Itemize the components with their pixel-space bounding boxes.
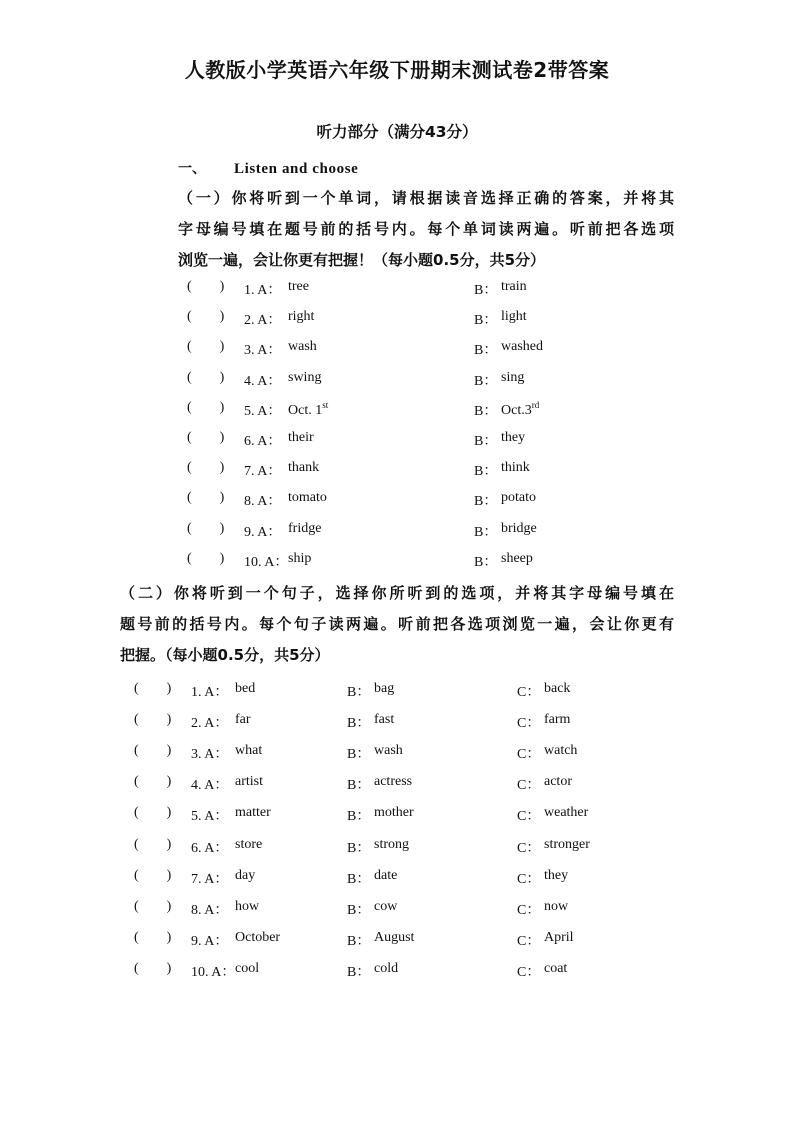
option-c: stronger bbox=[544, 836, 590, 852]
option-b: light bbox=[501, 309, 527, 325]
option-b: wash bbox=[374, 743, 403, 759]
instruction-line: 把握。（每小题0.5分，共5分） bbox=[120, 646, 330, 664]
answer-bracket[interactable]: ( ) bbox=[134, 836, 172, 852]
part1-instructions bbox=[178, 183, 674, 276]
option-a: far bbox=[235, 712, 251, 728]
answer-bracket[interactable]: ( ) bbox=[187, 430, 225, 445]
option-a: their bbox=[288, 430, 314, 445]
option-c: now bbox=[544, 898, 569, 914]
option-b: strong bbox=[374, 836, 409, 852]
option-b: actress bbox=[374, 774, 413, 790]
option-b-text: Oct.3 bbox=[501, 402, 532, 418]
section-number: 一、 bbox=[178, 161, 206, 177]
option-b-label: B： bbox=[474, 283, 498, 298]
option-b-label: B： bbox=[474, 434, 498, 449]
option-a: ship bbox=[288, 550, 312, 566]
option-b-label: B： bbox=[474, 403, 498, 419]
question-number: 1. A： bbox=[244, 283, 282, 298]
option-b: they bbox=[501, 430, 526, 445]
question-number: 2. A： bbox=[191, 716, 229, 732]
question-number: 10. A： bbox=[191, 964, 236, 980]
answer-bracket[interactable]: ( ) bbox=[187, 339, 225, 355]
answer-bracket[interactable]: ( ) bbox=[187, 369, 225, 385]
answer-bracket[interactable]: ( ) bbox=[134, 774, 172, 790]
option-a: what bbox=[235, 743, 263, 759]
question-number: 1. A： bbox=[191, 685, 229, 700]
instruction-line: 题号前的括号内。每个句子读两遍。听前把各选项浏览一遍，会让你更有 bbox=[120, 615, 674, 633]
answer-bracket[interactable]: ( ) bbox=[187, 399, 225, 415]
option-b-label: B： bbox=[347, 685, 371, 700]
question-number: 3. A： bbox=[244, 343, 282, 359]
option-c: weather bbox=[544, 805, 589, 821]
question-number: 6. A： bbox=[191, 840, 229, 856]
question-number: 9. A： bbox=[244, 524, 282, 540]
option-b-label: B： bbox=[347, 902, 371, 918]
option-a: swing bbox=[288, 369, 322, 385]
option-c: actor bbox=[544, 774, 572, 790]
option-b: cold bbox=[374, 960, 399, 976]
option-a bbox=[288, 400, 328, 419]
question-number: 8. A： bbox=[244, 494, 282, 510]
section-title: Listen and choose bbox=[234, 161, 359, 177]
option-b: date bbox=[374, 867, 398, 883]
answer-bracket[interactable]: ( ) bbox=[187, 309, 225, 325]
option-b: bag bbox=[374, 681, 395, 696]
option-c-label: C： bbox=[517, 716, 541, 732]
option-b-label: B： bbox=[347, 778, 371, 794]
question-number: 5. A： bbox=[244, 403, 282, 419]
option-b: train bbox=[501, 279, 527, 294]
option-c-label: C： bbox=[517, 840, 541, 856]
answer-bracket[interactable]: ( ) bbox=[134, 898, 172, 914]
question-number: 10. A： bbox=[244, 554, 289, 570]
option-c: back bbox=[544, 681, 571, 696]
option-c: farm bbox=[544, 712, 571, 728]
answer-bracket[interactable]: ( ) bbox=[134, 681, 172, 696]
option-c-label: C： bbox=[517, 902, 541, 918]
option-b: cow bbox=[374, 898, 398, 914]
answer-bracket[interactable]: ( ) bbox=[134, 960, 172, 976]
option-b bbox=[501, 400, 539, 419]
section-heading bbox=[178, 158, 358, 178]
option-c-label: C： bbox=[517, 871, 541, 887]
option-a: matter bbox=[235, 805, 271, 821]
option-b-label: B： bbox=[474, 343, 498, 359]
option-a: day bbox=[235, 867, 256, 883]
option-b-label: B： bbox=[347, 933, 371, 949]
superscript: st bbox=[322, 399, 329, 410]
option-c: coat bbox=[544, 960, 568, 976]
answer-bracket[interactable]: ( ) bbox=[134, 805, 172, 821]
option-b: sing bbox=[501, 369, 525, 385]
option-a: store bbox=[235, 836, 263, 852]
question-number: 9. A： bbox=[191, 933, 229, 949]
option-b: fast bbox=[374, 712, 395, 728]
option-b: washed bbox=[501, 339, 543, 355]
part2-instructions bbox=[120, 578, 674, 671]
question-number: 3. A： bbox=[191, 747, 229, 763]
option-b-label: B： bbox=[474, 464, 498, 480]
option-c-label: C： bbox=[517, 685, 541, 700]
answer-bracket[interactable]: ( ) bbox=[134, 712, 172, 728]
option-b: think bbox=[501, 460, 530, 476]
option-c: April bbox=[544, 929, 574, 945]
option-b: potato bbox=[501, 490, 536, 506]
answer-bracket[interactable]: ( ) bbox=[187, 550, 225, 566]
answer-bracket[interactable]: ( ) bbox=[134, 929, 172, 945]
option-c-label: C： bbox=[517, 778, 541, 794]
answer-bracket[interactable]: ( ) bbox=[187, 490, 225, 506]
option-a: tomato bbox=[288, 490, 327, 506]
instruction-line: （二）你将听到一个句子，选择你所听到的选项，并将其字母编号填在 bbox=[120, 584, 674, 602]
option-c: watch bbox=[544, 743, 578, 759]
option-b: mother bbox=[374, 805, 414, 821]
option-b: bridge bbox=[501, 520, 537, 536]
option-b-label: B： bbox=[474, 554, 498, 570]
option-a: artist bbox=[235, 774, 263, 790]
option-a: thank bbox=[288, 460, 320, 476]
option-a-text: Oct. 1 bbox=[288, 402, 323, 418]
document-title: 人教版小学英语六年级下册期末测试卷2带答案 bbox=[184, 58, 610, 82]
option-b-label: B： bbox=[347, 716, 371, 732]
question-number: 7. A： bbox=[191, 871, 229, 887]
option-a: how bbox=[235, 898, 260, 914]
option-c-label: C： bbox=[517, 747, 541, 763]
option-c-label: C： bbox=[517, 809, 541, 825]
option-b-label: B： bbox=[474, 524, 498, 540]
option-b-label: B： bbox=[347, 747, 371, 763]
option-b-label: B： bbox=[347, 809, 371, 825]
option-b: August bbox=[374, 929, 415, 945]
option-b-label: B： bbox=[474, 373, 498, 389]
instruction-line: （一）你将听到一个单词，请根据读音选择正确的答案，并将其 bbox=[178, 189, 674, 207]
answer-bracket[interactable]: ( ) bbox=[187, 460, 225, 476]
option-b-label: B： bbox=[347, 964, 371, 980]
option-a: October bbox=[235, 929, 281, 945]
option-a: wash bbox=[288, 339, 317, 355]
option-b-label: B： bbox=[347, 871, 371, 887]
option-c-label: C： bbox=[517, 933, 541, 949]
option-c-label: C： bbox=[517, 964, 541, 980]
option-a: tree bbox=[288, 279, 309, 294]
option-a: bed bbox=[235, 681, 256, 696]
option-a: cool bbox=[235, 960, 260, 976]
question-number: 5. A： bbox=[191, 809, 229, 825]
option-b: sheep bbox=[501, 550, 533, 566]
answer-bracket[interactable]: ( ) bbox=[134, 867, 172, 883]
superscript: rd bbox=[531, 399, 540, 410]
instruction-line: 浏览一遍，会让你更有把握！（每小题0.5分，共5分） bbox=[178, 251, 546, 269]
question-number: 7. A： bbox=[244, 464, 282, 480]
instruction-line: 字母编号填在题号前的括号内。每个单词读两遍。听前把各选项 bbox=[178, 220, 674, 238]
answer-bracket[interactable]: ( ) bbox=[187, 520, 225, 536]
option-b-label: B： bbox=[474, 494, 498, 510]
option-b-label: B： bbox=[474, 313, 498, 329]
option-a: fridge bbox=[288, 520, 322, 536]
option-c: they bbox=[544, 867, 569, 883]
answer-bracket[interactable]: ( ) bbox=[134, 743, 172, 759]
answer-bracket[interactable]: ( ) bbox=[187, 279, 225, 294]
question-number: 6. A： bbox=[244, 434, 282, 449]
section-subtitle: 听力部分（满分43分） bbox=[316, 123, 478, 141]
question-number: 4. A： bbox=[244, 373, 282, 389]
question-number: 2. A： bbox=[244, 313, 282, 329]
question-number: 8. A： bbox=[191, 902, 229, 918]
question-number: 4. A： bbox=[191, 778, 229, 794]
option-a: right bbox=[288, 309, 315, 325]
option-b-label: B： bbox=[347, 840, 371, 856]
